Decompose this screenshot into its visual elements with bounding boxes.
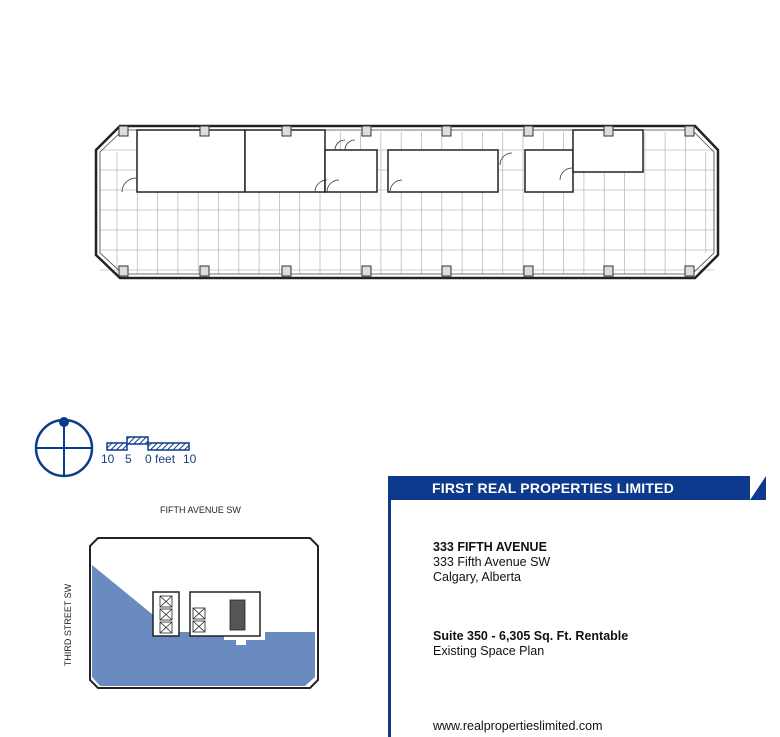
scale-label-10: 10 (101, 452, 115, 466)
column (604, 266, 613, 276)
street-label-top: FIFTH AVENUE SW (160, 505, 241, 515)
column (442, 126, 451, 136)
column (282, 266, 291, 276)
building-name: 333 FIFTH AVENUE (433, 540, 547, 554)
north-arrow-icon (36, 417, 92, 476)
scale-label-5: 5 (125, 452, 132, 466)
column (604, 126, 613, 136)
column (685, 266, 694, 276)
rooms (137, 130, 643, 192)
column (282, 126, 291, 136)
scale-label-0-feet: 0 feet (145, 452, 176, 466)
column (200, 126, 209, 136)
column (442, 266, 451, 276)
column (685, 126, 694, 136)
column (362, 126, 371, 136)
street-label-side: THIRD STREET SW (63, 583, 73, 667)
column (119, 126, 128, 136)
column (200, 266, 209, 276)
building-address: 333 Fifth Avenue SW (433, 555, 551, 569)
column (524, 266, 533, 276)
building-city: Calgary, Alberta (433, 570, 522, 584)
company-name: FIRST REAL PROPERTIES LIMITED (432, 480, 675, 496)
divider-line (388, 500, 391, 737)
column (362, 266, 371, 276)
website-link[interactable]: www.realpropertieslimited.com (433, 719, 603, 733)
suite-subtitle: Existing Space Plan (433, 644, 545, 658)
suite-title: Suite 350 - 6,305 Sq. Ft. Rentable (433, 629, 629, 643)
scale-bar (107, 437, 189, 450)
scale-label-10b: 10 (183, 452, 197, 466)
key-plan (90, 538, 318, 688)
column (119, 266, 128, 276)
column (524, 126, 533, 136)
